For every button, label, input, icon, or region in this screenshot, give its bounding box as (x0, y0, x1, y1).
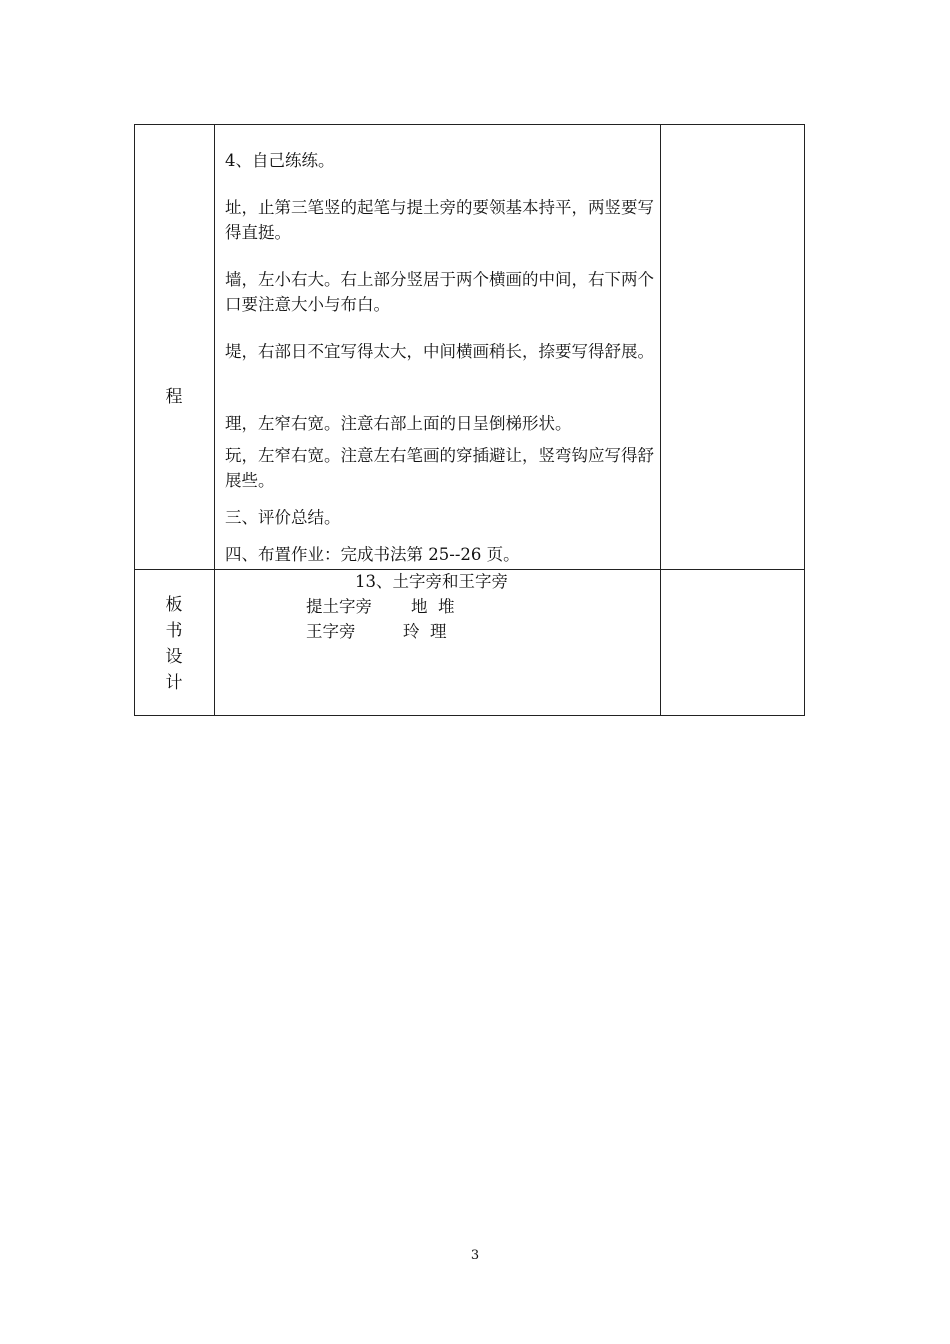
board-row-1-chars: 地 堆 (411, 597, 455, 616)
board-row-1-name: 提土字旁 (306, 597, 372, 616)
process-label: 程 (165, 387, 183, 407)
step-4-practice: 4、自己练练。 (225, 151, 335, 170)
note-zhi: 址，止第三笔竖的起笔与提土旁的要领基本持平，两竖要写得直挺。 (225, 198, 654, 242)
note-wan: 玩，左窄右宽。注意左右笔画的穿插避让，竖弯钩应写得舒展些。 (225, 446, 654, 490)
board-title: 13、土字旁和王字旁 (355, 572, 508, 591)
board-label-char-2: 书 (165, 621, 183, 641)
page-number: 3 (470, 1248, 480, 1263)
column-divider-left (214, 124, 215, 716)
section-four-homework: 四、布置作业：完成书法第 25--26 页。 (225, 545, 520, 564)
column-divider-right (660, 124, 661, 716)
board-row-2-name: 王字旁 (306, 622, 356, 641)
note-di: 堤，右部日不宜写得太大，中间横画稍长，捺要写得舒展。 (225, 342, 654, 361)
board-label-char-4: 计 (165, 673, 183, 693)
board-row-2-chars: 玲 理 (403, 622, 447, 641)
note-qiang: 墙，左小右大。右上部分竖居于两个横画的中间，右下两个口要注意大小与布白。 (225, 270, 654, 314)
section-three-summary: 三、评价总结。 (225, 508, 341, 527)
board-label-char-1: 板 (165, 595, 183, 615)
board-label-char-3: 设 (165, 647, 183, 667)
note-li: 理，左窄右宽。注意右部上面的日呈倒梯形状。 (225, 414, 572, 433)
